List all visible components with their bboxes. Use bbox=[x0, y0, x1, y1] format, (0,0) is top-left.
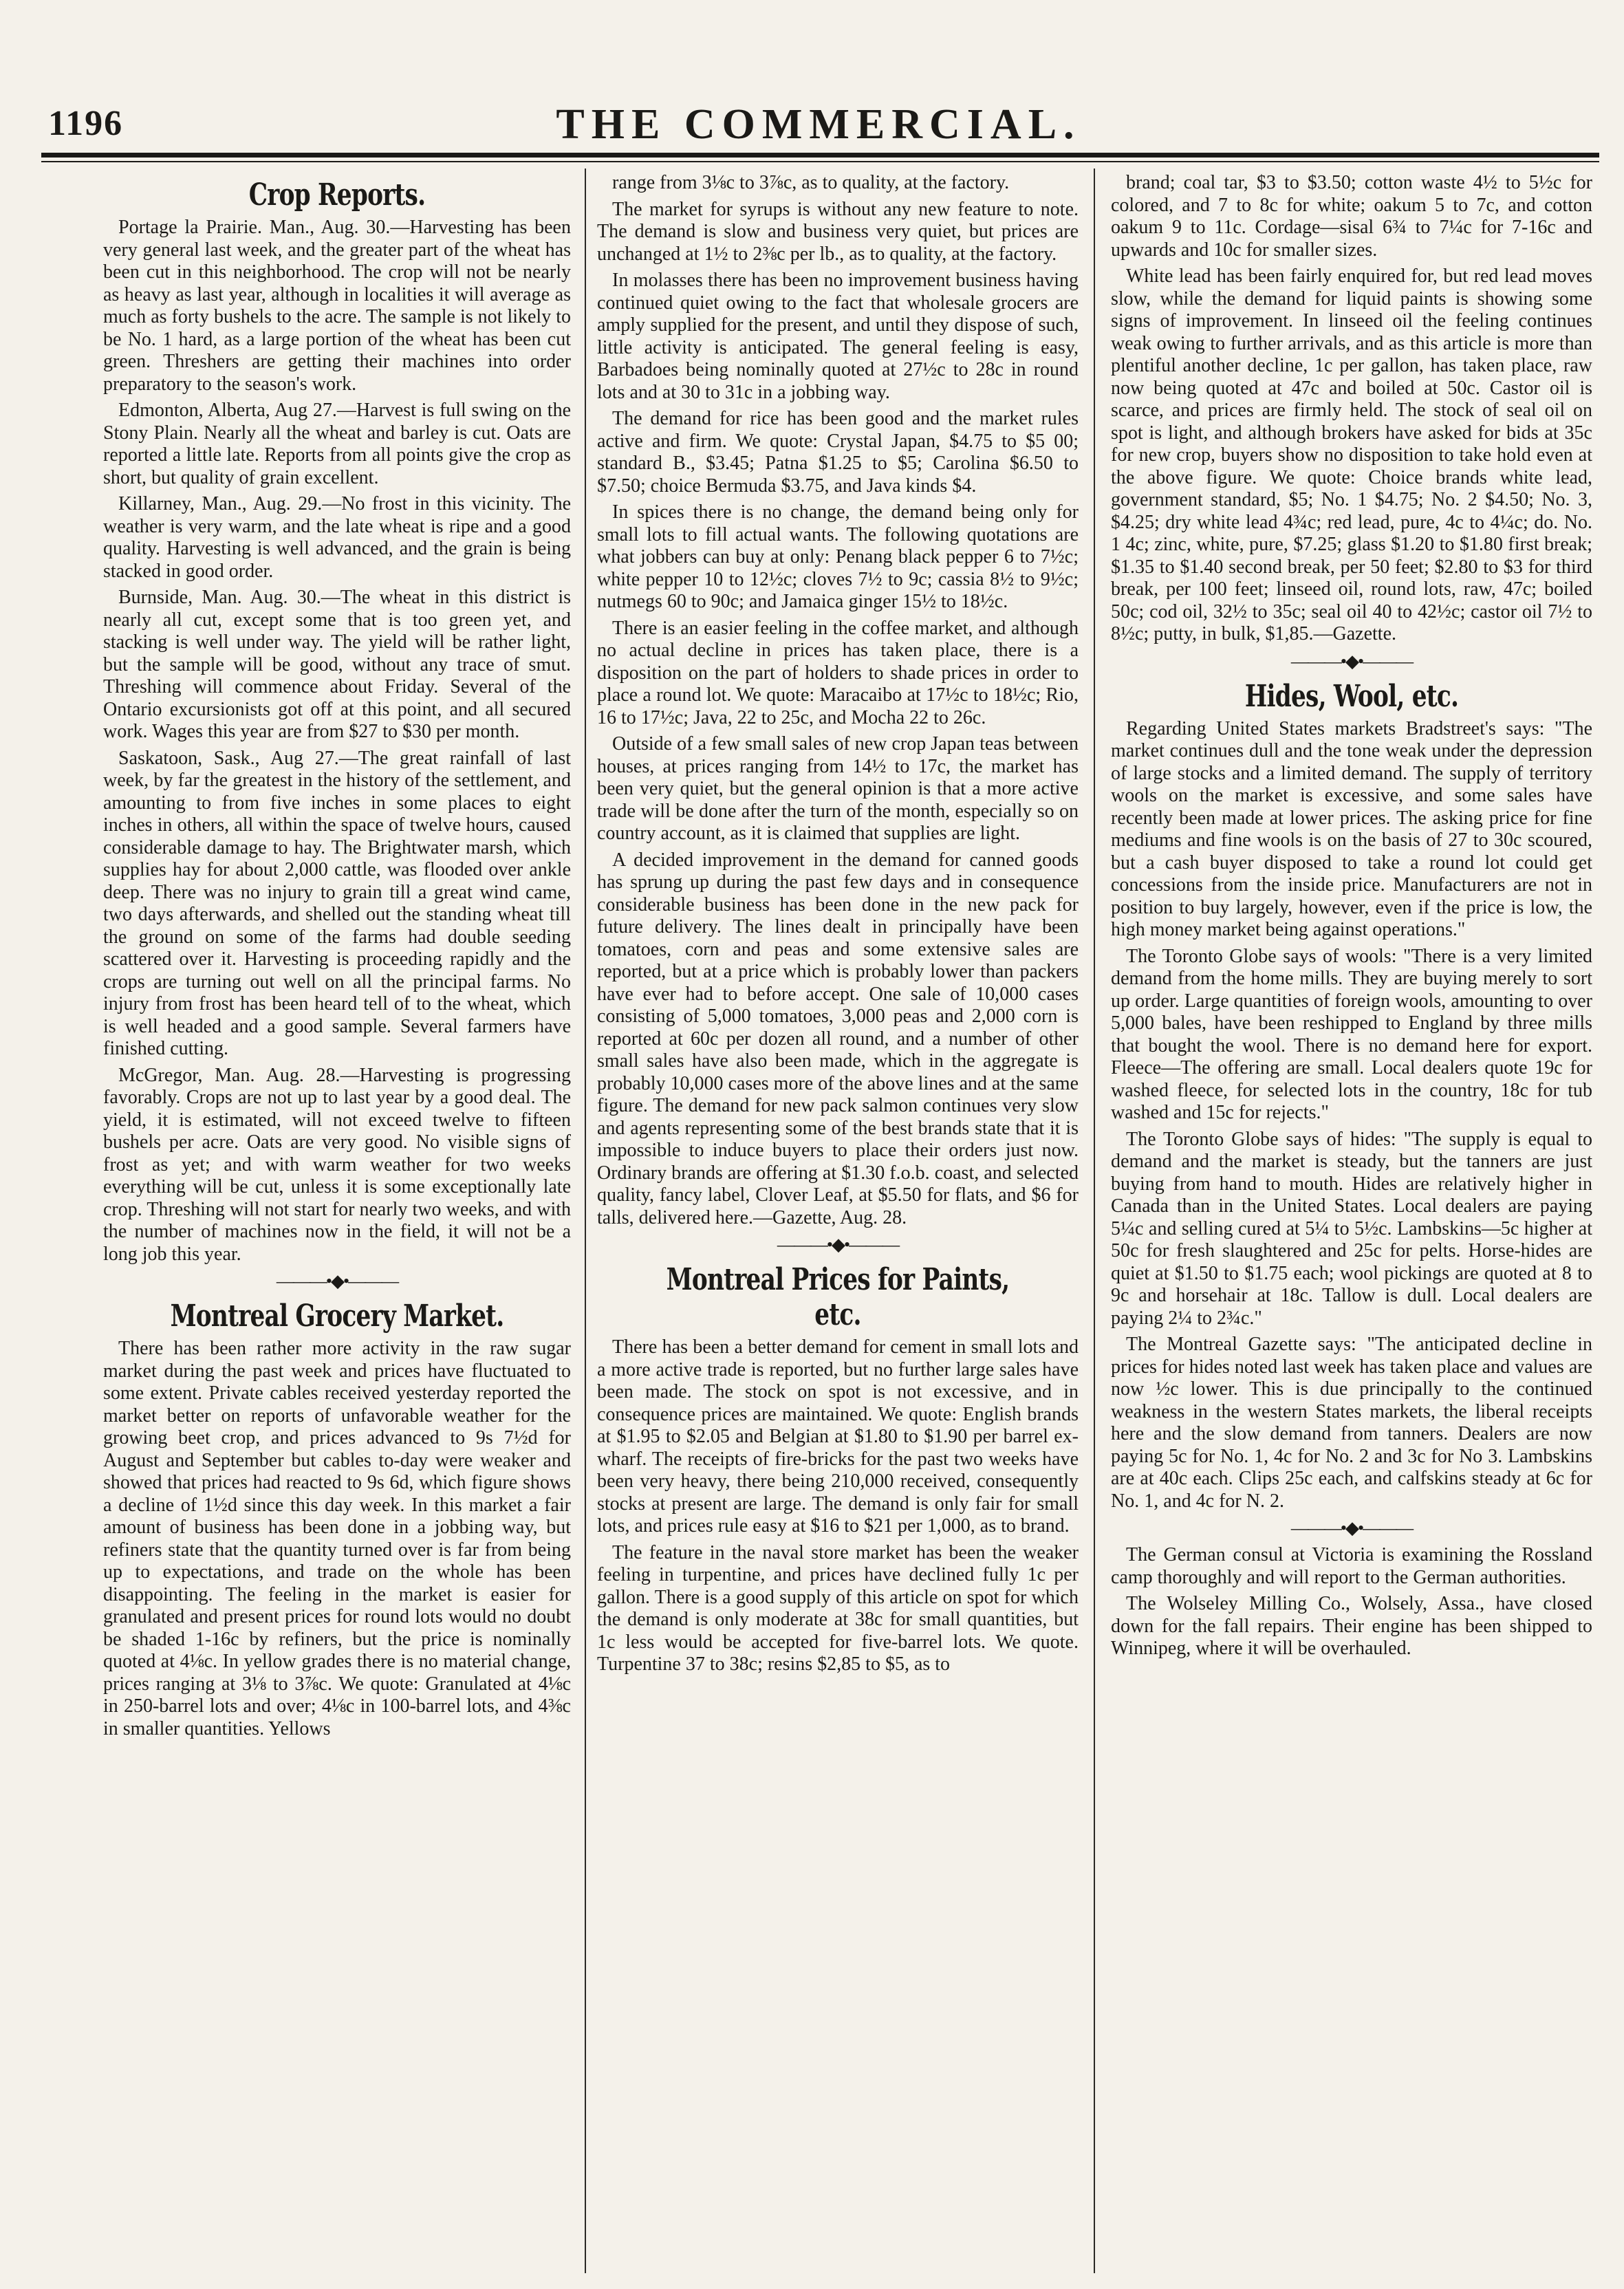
article-paragraph: There has been a better demand for cement in small lots and a more active trade is reported, but no further large sales have been made. The stock on spot is not excessive, and in consequence prices are maintained. We quote: English brands at $1.95 to $2.05 and Belgian at $1.80 to $1.90 per barrel ex-wharf. The receipts of fire-bricks for the past two weeks have been very heavy, there being 210,000 received, consequently stocks at present are large. The demand is only fair for small lots, and prices rule easy at $16 to $21 per 1,000, as to brand. bbox=[597, 1336, 1079, 1537]
paints-prices-heading: Montreal Prices for Paints, etc. bbox=[666, 1262, 1010, 1332]
column-divider bbox=[1094, 169, 1095, 2273]
grocery-market-heading: Montreal Grocery Market. bbox=[170, 1299, 504, 1334]
article-paragraph: The Toronto Globe says of hides: "The supply is equal to demand and the market is steady, but the tanners are just buying from hand to mouth. Hides are relatively higher in Canada than in the United States. Local dealers are paying 5¼c and selling cured at 5¼ to 5½c. Lambskins—5c higher at 50c for fresh slaughtered and 25c for pelts. Horse-hides are quiet at $1.50 to $1.75 each; wool pickings are quoted at 8 to 9c and horsehair at 18c. Tallow is dull. Local dealers are paying 2¼ to 2¾c." bbox=[1111, 1128, 1592, 1329]
article-paragraph: In spices there is no change, the demand being only for small lots to fill actual wants. The following quotations are what jobbers can buy at only: Penang black pepper 6 to 7½c; white pepper 10 to 12½c; cloves 7½ to 9c; cassia 8½ to 9½c; nutmegs 60 to 90c; and Jamaica ginger 15½ to 18½c. bbox=[597, 501, 1079, 612]
article-paragraph: The demand for rice has been good and the market rules active and firm. We quote: Crystal Japan, $4.75 to $5 00; standard B., $3.45; Patna $1.25 to $5; Carolina $6.50 to $7.50; choice Bermuda $3.75, and Java kinds $4. bbox=[597, 408, 1079, 497]
column-1 bbox=[103, 172, 571, 2270]
article-paragraph: Saskatoon, Sask., Aug 27.—The great rainfall of last week, by far the greatest in the history of the settlement, and amounting to from five inches in some places to eight inches in others, all within the space of twelve hours, caused considerable damage to hay. The Brightwater marsh, which supplies hay for about 2,000 cattle, was flooded over ankle deep. There was no injury to grain till a great wind came, two days afterwards, and shelled out the standing wheat till the ground on some of the farms had double seeding scattered over it. Harvesting is proceeding rapidly and the crops are turning out well on all the principal farms. No injury from frost has been heard tell of to the wheat, which is well headed and a good sample. Several farmers have finished cutting. bbox=[103, 747, 571, 1059]
article-paragraph: Edmonton, Alberta, Aug 27.—Harvest is full swing on the Stony Plain. Nearly all the wheat and barley is cut. Oats are reported a little late. Reports from all points give the crop as short, but quality of grain excellent. bbox=[103, 400, 571, 488]
masthead bbox=[41, 103, 1596, 151]
article-paragraph: The Montreal Gazette says: "The anticipated decline in prices for hides noted last week has taken place and values are now ½c lower. This is due principally to the continued weakness in the western States markets, the liberal receipts here and the slow demand from tanners. Dealers are now paying 5c for No. 1, 4c for No. 2 and 3c for No 3. Lambskins are at 40c each. Clips 25c each, and calfskins steady at 6c for No. 1, and 4c for N. 2. bbox=[1111, 1334, 1592, 1512]
article-paragraph: There is an easier feeling in the coffee market, and although no actual decline in prices has taken place, there is a disposition on the part of holders to shade prices in order to place a round lot. We quote: Maracaibo at 17½c to 18½c; Rio, 16 to 17½c; Java, 22 to 25c, and Mocha 22 to 26c. bbox=[597, 617, 1079, 728]
column-3 bbox=[1111, 172, 1592, 2270]
header-rule-thin bbox=[41, 161, 1599, 162]
article-paragraph: Outside of a few small sales of new crop Japan teas between houses, at prices ranging from 14½ to 17c, the market has been very quiet, but the general opinion is that a more active trade will be done after the turn of the month, especially so on country account, as it is claimed that supplies are light. bbox=[597, 733, 1079, 844]
section-separator: ———•◆•——— bbox=[1290, 651, 1413, 671]
article-paragraph: brand; coal tar, $3 to $3.50; cotton waste 4½ to 5½c for colored, and 7 to 8c for white; oakum 5 to 7c, and cotton oakum 9 to 11c. Cordage—sisal 6¾ to 7¼c for 7-16c and upwards and 10c for smaller sizes. bbox=[1111, 172, 1592, 261]
section-separator: ———•◆•——— bbox=[276, 1271, 398, 1291]
article-paragraph: The feature in the naval store market has been the weaker feeling in turpentine, and prices have declined fully 1c per gallon. There is a good supply of this article on spot for which the demand is only moderate at 38c for small quantities, but 1c less would be accepted for five-barrel lots. We quote. Turpentine 37 to 38c; resins $2,85 to $5, as to bbox=[597, 1541, 1079, 1675]
article-paragraph: McGregor, Man. Aug. 28.—Harvesting is progressing favorably. Crops are not up to last year by a good deal. The yield, it is estimated, will not exceed twelve to fifteen bushels per acre. Oats are very good. No visible signs of frost as yet; and with warm weather for two weeks everything will be cut, unless it is some exceptionally late crop. Threshing will not start for nearly two weeks, and with the number of machines now in the field, it will not be a long job this year. bbox=[103, 1064, 571, 1265]
article-paragraph: There has been rather more activity in the raw sugar market during the past week and prices have fluctuated to some extent. Private cables received yesterday reported the market better on reports of unfavorable weather for the growing beet crop, and prices advanced to 9s 7½d for August and September but cables to-day were weaker and showed that prices had reacted to 9s 6d, which figure shows a decline of 1½d since this day week. In this market a fair amount of business has been done in a jobbing way, but refiners state that the quantity turned over is far from being up to expectations, and trade on the whole has been disappointing. The feeling in the market is easier for granulated and present prices for round lots would no doubt be shaded 1-16c by refiners, but the price is nominally quoted at 4⅛c. In yellow grades there is no material change, prices ranging at 3⅛ to 3⅞c. We quote: Granulated at 4⅛c in 250-barrel lots and over; 4⅛c in 100-barrel lots, and 4⅜c in smaller quantities. Yellows bbox=[103, 1338, 571, 1739]
article-paragraph: Regarding United States markets Bradstreet's says: "The market continues dull and the tone weak under the depression of large stocks and a limited demand. The supply of territory wools on the market is excessive, and some sales have recently been made at lower prices. The asking price for fine mediums and fine wools is on the basis of 27 to 30c scoured, but a cash buyer disposed to take a round lot could get concessions from the inside price. Manufacturers are not in position to buy largely, however, even if the price is low, the high money market being against operations." bbox=[1111, 717, 1592, 940]
article-paragraph: Portage la Prairie. Man., Aug. 30.—Harvesting has been very general last week, and the greater part of the wheat has been cut in this neighborhood. The crop will not be nearly as heavy as last year, although in localities it will average as much as forty bushels to the acre. The sample is not likely to be No. 1 hard, as a large portion of the wheat has been cut green. Threshers are getting their machines into order preparatory to the season's work. bbox=[103, 217, 571, 395]
crop-reports-heading: Crop Reports. bbox=[248, 177, 426, 213]
article-paragraph: The Toronto Globe says of wools: "There is a very limited demand from the home mills. They are buying merely to sort up order. Large quantities of foreign wools, amounting to over 5,000 bales, have been reshipped to England by three mills that bought the wool. There is no demand here for export. Fleece—The offering are small. Local dealers quote 19c for washed fleece, for selected lots in the country, 18c for tub washed and 15c for rejects." bbox=[1111, 945, 1592, 1123]
article-paragraph: In molasses there has been no improvement business having continued quiet owing to the fact that wholesale grocers are amply supplied for the present, and until they dispose of such, little activity is anticipated. The general feeling is easy, Barbadoes being nominally quoted at 27½c to 28c in round lots and at 30 to 31c in a jobbing way. bbox=[597, 270, 1079, 403]
section-separator: ———•◆•——— bbox=[1290, 1518, 1413, 1538]
article-paragraph: The market for syrups is without any new feature to note. The demand is slow and business very quiet, but prices are unchanged at 1½ to 2⅜c per lb., as to quality, at the factory. bbox=[597, 198, 1079, 265]
page-number: 1196 bbox=[48, 104, 124, 143]
hides-wool-heading: Hides, Wool, etc. bbox=[1244, 678, 1459, 714]
column-divider bbox=[585, 169, 586, 2273]
article-paragraph: Burnside, Man. Aug. 30.—The wheat in this district is nearly all cut, except some that is too green yet, and stacking is well under way. The yield will be rather light, but the sample will be good, without any trace of smut. Threshing will commence about Friday. Several of the Ontario excursionists got off at this point, and all secured work. Wages this year are from $27 to $30 per month. bbox=[103, 587, 571, 742]
article-paragraph: The Wolseley Milling Co., Wolsely, Assa., have closed down for the fall repairs. Their engine has been shipped to Winnipeg, where it will be overhauled. bbox=[1111, 1593, 1592, 1659]
article-paragraph: Killarney, Man., Aug. 29.—No frost in this vicinity. The weather is very warm, and the late wheat is ripe and a good quality. Harvesting is well advanced, and the grain is being stacked in good order. bbox=[103, 493, 571, 582]
article-paragraph: A decided improvement in the demand for canned goods has sprung up during the past few days and in consequence considerable business has been done in the new pack for future delivery. The lines dealt in principally have been tomatoes, corn and peas and some extensive sales are reported, but at a price which is probably lower than packers have ever had to before accept. One sale of 10,000 cases consisting of 5,000 tomatoes, 3,000 peas and 2,000 corn is reported at 60c per dozen all round, and a number of other small sales have also been made, which in the aggregate is probably 10,000 cases more of the above lines and at the same figure. The demand for new pack salmon continues very slow and agents representing some of the best brands state that it is impossible to induce buyers to place their orders just now. Ordinary brands are offering at $1.30 f.o.b. coast, and selected quality, fancy label, Clover Leaf, at $5.50 for flats, and $6 for talls, delivered here.—Gazette, Aug. 28. bbox=[597, 849, 1079, 1228]
header-rule bbox=[41, 153, 1599, 158]
section-separator: ———•◆•——— bbox=[777, 1235, 899, 1255]
article-paragraph: White lead has been fairly enquired for, but red lead moves slow, while the demand for liquid paints is showing some signs of improvement. In linseed oil the feeling continues weak owing to further arrivals, and as this article is more than plentiful another decline, 1c per gallon, has taken place, raw now being quoted at 47c and boiled at 50c. Castor oil is scarce, and prices are firmly held. The stock of seal oil on spot is light, and although brokers have asked for bids at 35c for new crop, buyers show no disposition to take hold even at the above figure. We quote: Choice brands white lead, government standard, $5; No. 1 $4.75; No. 2 $4.50; No. 3, $4.25; dry white lead 4¾c; red lead, pure, 4c to 4¼c; do. No. 1 4c; zinc, white, pure, $7.25; glass $1.20 to $1.80 first break; $1.35 to $1.40 second break, per 50 feet; $2.80 to $3 for third break, per 100 feet; linseed oil, round lots, raw, 47c; boiled 50c; cod oil, 32½ to 35c; seal oil 40 to 42½c; castor oil 7½ to 8½c; putty, in bulk, $1,85.—Gazette. bbox=[1111, 265, 1592, 644]
column-2 bbox=[597, 172, 1079, 2270]
article-paragraph: range from 3⅛c to 3⅞c, as to quality, at the factory. bbox=[612, 172, 1010, 193]
journal-title: THE COMMERCIAL. bbox=[556, 101, 1081, 148]
article-paragraph: The German consul at Victoria is examining the Rossland camp thoroughly and will report to the German authorities. bbox=[1111, 1544, 1592, 1588]
